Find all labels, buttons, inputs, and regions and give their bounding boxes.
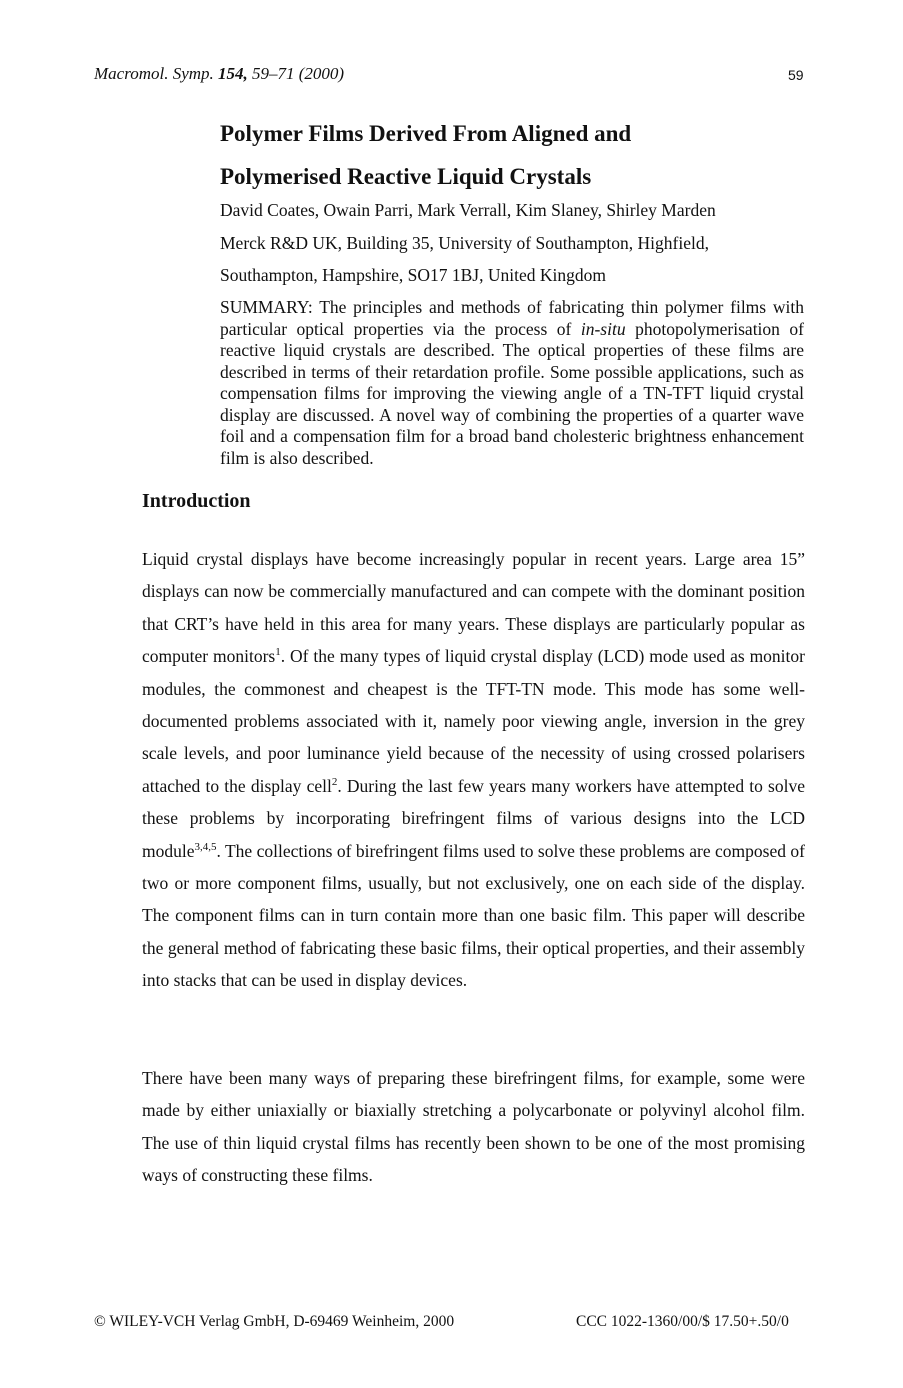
affiliation-line-2: Southampton, Hampshire, SO17 1BJ, United Kingdom <box>220 265 606 285</box>
page-number: 59 <box>788 67 804 83</box>
journal-pages-year: 59–71 (2000) <box>252 64 345 83</box>
p1-text-d: . The collections of birefringent films used to solve these problems are composed of two or more component films, usually, but not exclusively, one on each side of the display. The component films can in turn contain more than one basic film. This paper will describe the general method of fabricating these basic films, their optical properties, and their assembly into stacks that can be used in display devices. <box>142 840 805 991</box>
footer-copyright: © WILEY-VCH Verlag GmbH, D-69469 Weinheim, 2000 <box>94 1313 455 1330</box>
journal-volume: 154, <box>218 64 248 83</box>
p1-text-b: . Of the many types of liquid crystal display (LCD) mode used as monitor modules, the commonest and cheapest is the TFT-TN mode. This mode has some well-documented problems associated with it, namely poor viewing angle, inversion in the grey scale levels, and poor luminance yield because of the necessity of using crossed polarisers attached to the display cell <box>142 646 805 796</box>
intro-paragraph-1 <box>142 543 805 997</box>
citation-sup-2: 2 <box>331 775 338 788</box>
citation-sup-1: 1 <box>275 646 281 659</box>
summary-text-2: photopolymerisation of reactive liquid crystals are described. The optical properties of these films are described in terms of their retardation profile. Some possible applications, such as compensation films for improving the viewing angle of a TN-TFT liquid crystal display are discussed. A novel way of combining the properties of a quarter wave foil and a compensation film for a broad band cholesteric brightness enhancement film is also described. <box>220 318 804 468</box>
section-heading-introduction: Introduction <box>142 490 251 512</box>
footer-ccc-code: CCC 1022-1360/00/$ 17.50+.50/0 <box>576 1313 789 1330</box>
summary-italic: in-situ <box>580 318 626 339</box>
running-head <box>94 64 344 84</box>
journal-name: Macromol. Symp. <box>94 64 214 83</box>
p1-text-a: Liquid crystal displays have become increasingly popular in recent years. Large area 15” displays can now be commercially manufactured and can compete with the dominant position that CRT’s have held in this area for many years. These displays are particularly popular as computer monitors <box>142 549 805 667</box>
affiliation-line-1: Merck R&D UK, Building 35, University of Southampton, Highfield, <box>220 233 709 253</box>
citation-sup-3: 3,4,5 <box>194 840 217 853</box>
title-line-2: Polymerised Reactive Liquid Crystals <box>220 164 592 189</box>
summary-text-1: SUMMARY: The principles and methods of fabricating thin polymer films with particular optical properties via the process of <box>220 297 804 339</box>
authors: David Coates, Owain Parri, Mark Verrall, Kim Slaney, Shirley Marden <box>220 200 716 220</box>
intro-paragraph-2: There have been many ways of preparing these birefringent films, for example, some were made by either uniaxially or biaxially stretching a polycarbonate or polyvinyl alcohol film. The use of thin liquid crystal films has recently been shown to be one of the most promising ways of constructing these films. <box>142 1068 805 1186</box>
p1-text-c: . During the last few years many workers have attempted to solve these problems by incorporating birefringent films of various designs into the LCD module <box>142 775 805 861</box>
title-line-1: Polymer Films Derived From Aligned and <box>220 121 632 146</box>
abstract-summary <box>220 297 804 469</box>
paper-title <box>220 112 820 198</box>
